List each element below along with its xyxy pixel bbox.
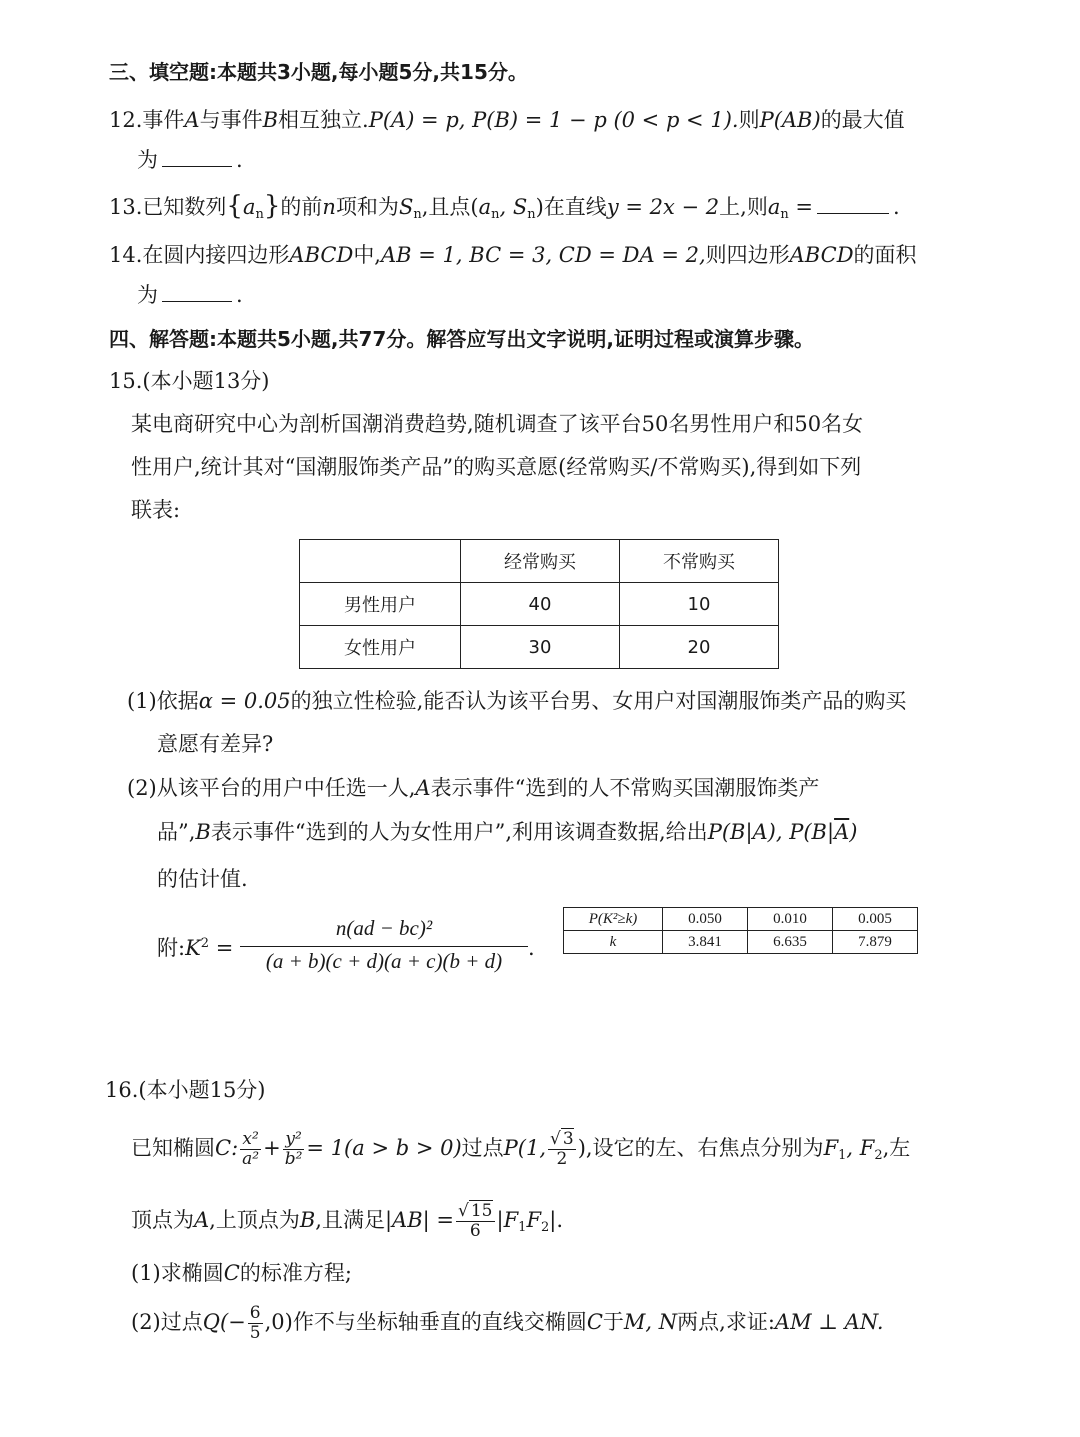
q14-answer-blank[interactable]: [162, 281, 232, 302]
formula-fraction-bar: [240, 946, 528, 947]
formula-period: .: [528, 936, 535, 960]
q12-line2: 为 .: [137, 148, 243, 172]
table-row: [300, 540, 779, 583]
table-row: [564, 908, 918, 931]
q14-line2: 为 .: [137, 283, 243, 307]
critical-value-table: [563, 907, 918, 954]
table-cell: 40: [461, 583, 620, 626]
q16-line2: 顶点为A,上顶点为B,且满足|AB| = $\frac{√ 15}{6}$ $|F_1F_2|$.: [131, 1201, 564, 1241]
q15-part2-line1: (2)从该平台的用户中任选一人,A表示事件“选到的人不常购买国潮服饰类产: [127, 776, 820, 800]
table-row: [300, 583, 779, 626]
table-cell: 女性用户: [300, 626, 461, 669]
table-cell: 30: [461, 626, 620, 669]
table-header-cell: k: [564, 931, 663, 954]
appendix-label: 附$:K^2$ =: [157, 936, 234, 960]
table-cell: 0.050: [663, 908, 748, 931]
table-cell: 20: [620, 626, 779, 669]
table-row: [300, 626, 779, 669]
table-cell: 0.005: [833, 908, 918, 931]
q15-part1-line2: 意愿有差异?: [157, 732, 274, 756]
table-header-cell: 不常购买: [620, 540, 779, 583]
q15-para-line2: 性用户,统计其对“国潮服饰类产品”的购买意愿(经常购买/不常购买),得到如下列: [131, 455, 862, 479]
q15-para-line3: 联表:: [131, 498, 181, 522]
q16-line1: 已知椭圆C: $\frac{\text{x²}}{\text{a²}}$ + $\frac{\text{y²}}{\text{b²}}$ = 1(a > b > 0)过点P(1, $\frac{√ 3}{2}$ ),设它的左、右焦点分别为$F_1$, $F_2$,左: [131, 1129, 911, 1169]
formula-denominator: (a + b)(c + d)(a + c)(b + d): [265, 949, 503, 973]
q15-part2-line3: 的估计值.: [157, 867, 248, 891]
table-cell: 0.010: [748, 908, 833, 931]
table-cell: 10: [620, 583, 779, 626]
section4-heading: 四、解答题:本题共5小题,共77分。解答应写出文字说明,证明过程或演算步骤。: [109, 327, 814, 351]
table-header-cell: 经常购买: [461, 540, 620, 583]
q14-line1: 14.在圆内接四边形ABCD中,AB = 1, BC = 3, CD = DA = 2,则四边形ABCD的面积: [109, 243, 917, 267]
q13-answer-blank[interactable]: [817, 193, 889, 214]
q15-para-line1: 某电商研究中心为剖析国潮消费趋势,随机调查了该平台50名男性用户和50名女: [131, 412, 864, 436]
survey-table: [299, 539, 779, 669]
q13-line: 13.已知数列$\{a_n\}$的前n项和为$S_n$,且点($a_n$, $S_n$)在直线y = 2x − 2上,则$a_n$ = .: [109, 191, 900, 222]
table-cell: 6.635: [748, 931, 833, 954]
table-cell: 男性用户: [300, 583, 461, 626]
q16-part2: (2)过点Q(− $\frac{6}{5}$ ,0)作不与坐标轴垂直的直线交椭圆C于M, N两点,求证:AM ⊥ AN.: [131, 1303, 884, 1343]
formula-numerator: n(ad − bc)²: [335, 916, 433, 940]
section3-heading: 三、填空题:本题共3小题,每小题5分,共15分。: [109, 60, 528, 84]
q16-title: 16.(本小题15分): [105, 1078, 266, 1102]
q12-line1: 12.事件A与事件B相互独立.P(A) = p, P(B) = 1 − p (0 < p < 1).则P(AB)的最大值: [109, 108, 905, 132]
table-row: [564, 931, 918, 954]
q15-part1-line1: (1)依据α = 0.05的独立性检验,能否认为该平台男、女用户对国潮服饰类产品的购买: [127, 689, 907, 713]
table-header-cell: [300, 540, 461, 583]
table-cell: 7.879: [833, 931, 918, 954]
table-cell: 3.841: [663, 931, 748, 954]
q16-part1: (1)求椭圆C的标准方程;: [131, 1261, 352, 1285]
table-header-cell: P(K²≥k): [564, 908, 663, 931]
q15-part2-line2: 品”,B表示事件“选到的人为女性用户”,利用该调查数据,给出P(B|A), $P(B|\overline{A})$: [157, 820, 858, 844]
q12-answer-blank[interactable]: [162, 146, 232, 167]
q15-title: 15.(本小题13分): [109, 369, 270, 393]
